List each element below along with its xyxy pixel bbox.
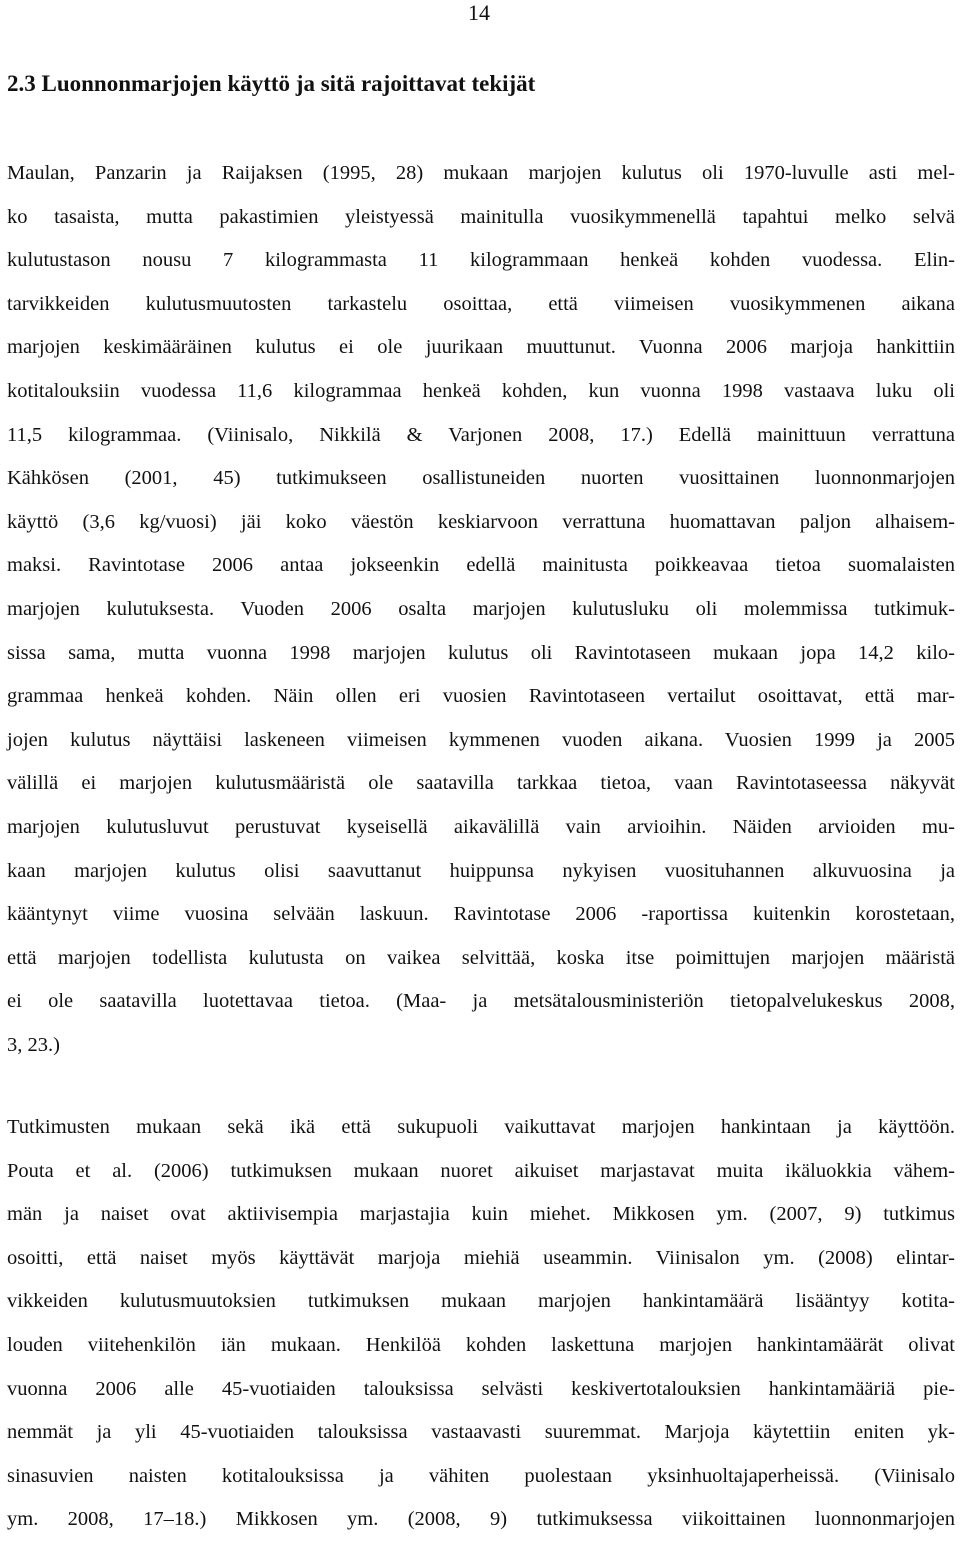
- text-line: maksi. Ravintotase 2006 antaa jokseenkin edellä mainitusta poikkeavaa tietoa suomalaisten: [7, 554, 955, 577]
- page-number: 14: [468, 0, 490, 25]
- paragraph-age-gender-effects: [7, 1112, 955, 1548]
- text-line: tarvikkeiden kulutusmuutosten tarkastelu osoittaa, että viimeisen vuosikymmenen aikana: [7, 292, 955, 315]
- text-line: ko tasaista, mutta pakastimien yleistyessä mainitulla vuosikymmenellä tapahtui melko selvä: [7, 205, 955, 228]
- text-line: kääntynyt viime vuosina selvään laskuun. Ravintotase 2006 -raportissa kuitenkin korostetaan,: [7, 903, 955, 926]
- text-line: välillä ei marjojen kulutusmääristä ole saatavilla tarkkaa tietoa, vaan Ravintotaseessa näkyvät: [7, 772, 955, 795]
- text-line: että marjojen todellista kulutusta on vaikea selvittää, koska itse poimittujen marjojen määristä: [7, 946, 955, 969]
- text-line: ei ole saatavilla luotettavaa tietoa. (Maa- ja metsätalousministeriön tietopalvelukeskus 2008,: [7, 990, 955, 1013]
- text-line: vikkeiden kulutusmuutoksien tutkimuksen mukaan marjojen hankintamäärä lisääntyy kotita-: [7, 1290, 955, 1313]
- text-line: nemmät ja yli 45-vuotiaiden talouksissa vastaavasti suuremmat. Marjoja käytettiin eniten yk-: [7, 1421, 955, 1444]
- text-line: 3, 23.): [7, 1033, 60, 1056]
- text-line: sissa sama, mutta vuonna 1998 marjojen kulutus oli Ravintotaseen mukaan jopa 14,2 kilo-: [7, 641, 955, 664]
- text-line: sinasuvien naisten kotitalouksissa ja vähiten puolestaan yksinhuoltajaperheissä. (Viinisalo: [7, 1464, 955, 1487]
- text-line: marjojen kulutusluvut perustuvat kyseisellä aikavälillä vain arvioihin. Näiden arvioiden mu-: [7, 815, 955, 838]
- text-line: kotitalouksiin vuodessa 11,6 kilogrammaa henkeä kohden, kun vuonna 1998 vastaava luku oli: [7, 379, 955, 402]
- text-line: vuonna 2006 alle 45-vuotiaiden talouksissa selvästi keskivertotalouksien hankintamääriä pie-: [7, 1377, 955, 1400]
- text-line: käyttö (3,6 kg/vuosi) jäi koko väestön keskiarvoon verrattuna huomattavan paljon alhaisem-: [7, 510, 955, 533]
- text-line: marjojen keskimääräinen kulutus ei ole juurikaan muuttunut. Vuonna 2006 marjoja hankittiin: [7, 336, 955, 359]
- text-line: osoitti, että naiset myös käyttävät marjoja miehiä useammin. Viinisalon ym. (2008) elintar-: [7, 1246, 955, 1269]
- text-line: 11,5 kilogrammaa. (Viinisalo, Nikkilä & Varjonen 2008, 17.) Edellä mainittuun verrattuna: [7, 423, 955, 446]
- text-line: Maulan, Panzarin ja Raijaksen (1995, 28) mukaan marjojen kulutus oli 1970-luvulle asti mel-: [7, 162, 955, 184]
- text-line: marjojen kulutuksesta. Vuoden 2006 osalta marjojen kulutusluku oli molemmissa tutkimuk-: [7, 597, 955, 620]
- text-line: kaan marjojen kulutus olisi saavuttanut huippunsa nykyisen vuosituhannen alkuvuosina ja: [7, 859, 955, 882]
- text-line: Kähkösen (2001, 45) tutkimukseen osallistuneiden nuorten vuosittainen luonnonmarjojen: [7, 467, 955, 490]
- text-line: ym. 2008, 17–18.) Mikkosen ym. (2008, 9) tutkimuksessa viikoittainen luonnonmarjojen: [7, 1508, 955, 1531]
- text-line: män ja naiset ovat aktiivisempia marjastajia kuin miehet. Mikkosen ym. (2007, 9) tutkimus: [7, 1203, 955, 1226]
- section-heading: 2.3 Luonnonmarjojen käyttö ja sitä rajoittavat tekijät: [7, 71, 536, 96]
- text-line: jojen kulutus näyttäisi laskeneen viimeisen kymmenen vuoden aikana. Vuosien 1999 ja 2005: [7, 728, 955, 751]
- text-line: kulutustason nousu 7 kilogrammasta 11 kilogrammaan henkeä kohden vuodessa. Elin-: [7, 249, 955, 272]
- text-line: Tutkimusten mukaan sekä ikä että sukupuoli vaikuttavat marjojen hankintaan ja käyttöön.: [7, 1116, 955, 1138]
- paragraph-berry-consumption-trends: [7, 158, 955, 1073]
- text-line: grammaa henkeä kohden. Näin ollen eri vuosien Ravintotaseen vertailut osoittavat, että mar-: [7, 685, 955, 708]
- text-line: louden viitehenkilön iän mukaan. Henkilöä kohden laskettuna marjojen hankintamäärät olivat: [7, 1333, 955, 1356]
- text-line: Pouta et al. (2006) tutkimuksen mukaan nuoret aikuiset marjastavat muita ikäluokkia vähem-: [7, 1159, 955, 1182]
